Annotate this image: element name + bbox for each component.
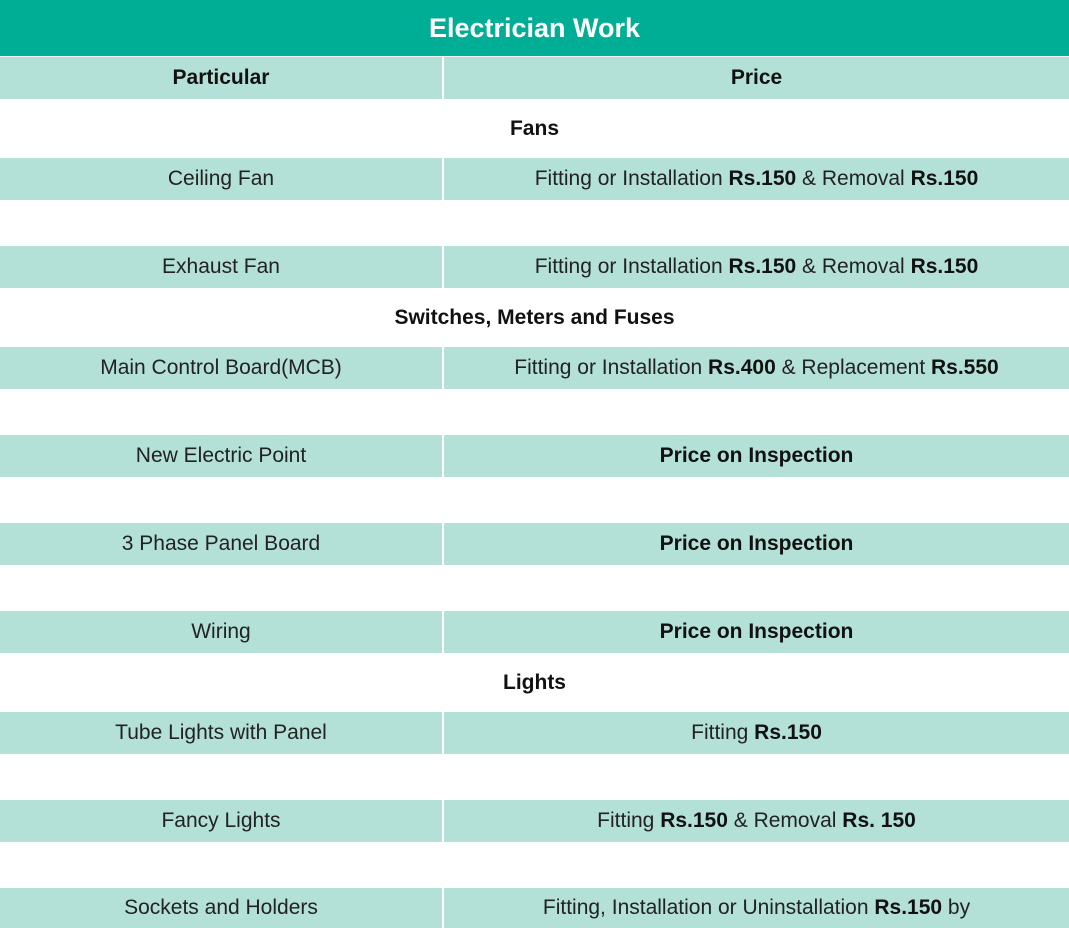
table-row-sockets-and-holders <box>0 888 1069 928</box>
price-amount: Rs.150 <box>728 255 797 278</box>
particular-cell: Sockets and Holders <box>0 888 442 928</box>
table-header-row <box>0 57 1069 99</box>
particular-cell: Main Control Board(MCB) <box>0 347 442 389</box>
particular-cell: Fancy Lights <box>0 800 442 842</box>
price-cell <box>444 888 1069 928</box>
price-cell <box>444 523 1069 565</box>
column-header-price: Price <box>444 57 1069 99</box>
section-heading-fans: Fans <box>0 99 1069 158</box>
price-text: & Replacement <box>775 356 931 379</box>
price-text: Fitting, Installation or Uninstallation <box>542 896 875 919</box>
table-row-exhaust-fan <box>0 246 1069 288</box>
table-row-ceiling-fan <box>0 158 1069 200</box>
table-row-wiring <box>0 611 1069 653</box>
price-cell <box>444 246 1069 288</box>
table-row-3-phase-panel-board <box>0 523 1069 565</box>
price-amount: Rs.550 <box>931 356 999 379</box>
price-amount: Rs.150 <box>910 255 979 278</box>
particular-cell: 3 Phase Panel Board <box>0 523 442 565</box>
price-on-inspection: Price on Inspection <box>659 532 854 555</box>
particular-cell: Ceiling Fan <box>0 158 442 200</box>
particular-cell: Exhaust Fan <box>0 246 442 288</box>
price-amount: Rs.150 <box>660 809 728 832</box>
price-amount: Rs.150 <box>754 721 822 744</box>
price-amount: Rs.150 <box>910 167 979 190</box>
price-text: & Removal <box>727 809 843 832</box>
particular-cell: Wiring <box>0 611 442 653</box>
price-text: Fitting or Installation <box>514 356 709 379</box>
price-amount: Rs. 150 <box>842 809 916 832</box>
price-cell <box>444 712 1069 754</box>
price-on-inspection: Price on Inspection <box>659 444 854 467</box>
price-text: Fitting <box>691 721 755 744</box>
particular-cell: Tube Lights with Panel <box>0 712 442 754</box>
price-cell <box>444 800 1069 842</box>
table-title: Electrician Work <box>0 0 1069 57</box>
table-row-tube-lights <box>0 712 1069 754</box>
price-cell <box>444 347 1069 389</box>
price-text: & Removal <box>796 255 911 278</box>
price-text: Fitting or Installation <box>534 167 729 190</box>
table-row-mcb <box>0 347 1069 389</box>
price-cell <box>444 435 1069 477</box>
particular-cell: New Electric Point <box>0 435 442 477</box>
column-header-particular: Particular <box>0 57 442 99</box>
price-cell <box>444 158 1069 200</box>
section-heading-lights: Lights <box>0 653 1069 712</box>
price-text: by <box>942 896 971 919</box>
price-cell <box>444 611 1069 653</box>
price-text: Fitting or Installation <box>534 255 729 278</box>
price-text: & Removal <box>796 167 911 190</box>
price-text: Fitting <box>597 809 661 832</box>
price-amount: Rs.150 <box>728 167 797 190</box>
table-row-fancy-lights <box>0 800 1069 842</box>
price-amount: Rs.400 <box>708 356 776 379</box>
table-row-new-electric-point <box>0 435 1069 477</box>
price-on-inspection: Price on Inspection <box>659 620 854 643</box>
price-amount: Rs.150 <box>874 896 943 919</box>
section-heading-switches: Switches, Meters and Fuses <box>0 288 1069 347</box>
